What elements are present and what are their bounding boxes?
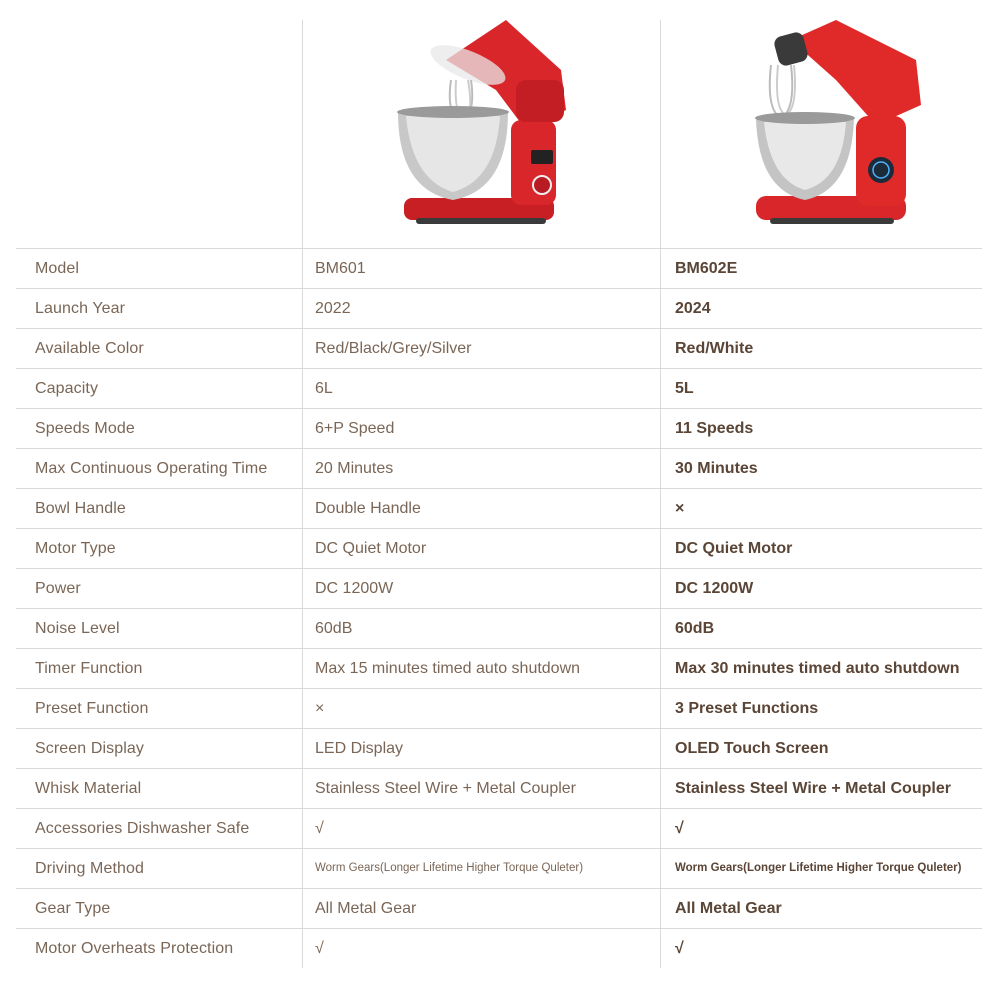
spec-value-bm601: DC Quiet Motor <box>315 540 427 557</box>
product-image-bm601 <box>376 20 576 248</box>
spec-value-bm601: √ <box>315 820 324 837</box>
spec-label: Available Color <box>35 340 144 357</box>
spec-value-bm602e: √ <box>675 820 684 837</box>
spec-value-bm602e: 60dB <box>675 620 715 637</box>
spec-label: Motor Overheats Protection <box>35 940 234 957</box>
spec-row <box>16 328 982 368</box>
spec-label: Timer Function <box>35 660 143 677</box>
spec-value-bm601: Max 15 minutes timed auto shutdown <box>315 660 581 677</box>
spec-value-bm601: √ <box>315 940 324 957</box>
spec-value-bm602e: 2024 <box>675 300 711 317</box>
spec-value-bm601: Red/Black/Grey/Silver <box>315 340 472 357</box>
spec-label: Launch Year <box>35 300 126 317</box>
spec-row <box>16 728 982 768</box>
spec-value-bm602e: DC Quiet Motor <box>675 540 793 557</box>
spec-row <box>16 528 982 568</box>
spec-value-bm601: 2022 <box>315 300 351 317</box>
spec-label: Gear Type <box>35 900 111 917</box>
product-image-row <box>16 20 982 248</box>
spec-value-bm602e: Max 30 minutes timed auto shutdown <box>675 660 960 677</box>
spec-value-bm602e: DC 1200W <box>675 580 754 597</box>
spec-value-bm602e: Red/White <box>675 340 754 357</box>
spec-row <box>16 848 982 888</box>
spec-value-bm601: 6L <box>315 380 333 397</box>
product-image-bm602e <box>736 20 936 248</box>
spec-row <box>16 408 982 448</box>
spec-value-bm602e: 11 Speeds <box>675 420 754 437</box>
spec-label: Capacity <box>35 380 99 397</box>
spec-label: Accessories Dishwasher Safe <box>35 820 250 837</box>
spec-value-bm602e: √ <box>675 940 684 957</box>
spec-row <box>16 888 982 928</box>
spec-value-bm602e: × <box>675 500 685 517</box>
spec-label: Power <box>35 580 81 597</box>
spec-row <box>16 928 982 968</box>
spec-value-bm601: LED Display <box>315 740 404 757</box>
spec-value-bm601: 6+P Speed <box>315 420 395 437</box>
spec-row <box>16 488 982 528</box>
spec-label: Max Continuous Operating Time <box>35 460 268 477</box>
spec-value-bm601: Double Handle <box>315 500 421 517</box>
spec-row <box>16 568 982 608</box>
spec-row <box>16 688 982 728</box>
spec-row <box>16 448 982 488</box>
spec-row <box>16 288 982 328</box>
spec-value-bm601: × <box>315 700 325 717</box>
spec-row <box>16 768 982 808</box>
spec-value-bm602e: Stainless Steel Wire + Metal Coupler <box>675 780 951 797</box>
spec-value-bm602e: 3 Preset Functions <box>675 700 819 717</box>
spec-label: Whisk Material <box>35 780 142 797</box>
spec-label: Speeds Mode <box>35 420 135 437</box>
spec-value-bm602e: OLED Touch Screen <box>675 740 829 757</box>
spec-label: Screen Display <box>35 740 145 757</box>
spec-row <box>16 248 982 288</box>
spec-label: Noise Level <box>35 620 120 637</box>
spec-row <box>16 608 982 648</box>
spec-label: Motor Type <box>35 540 116 557</box>
spec-value-bm602e: BM602E <box>675 260 738 277</box>
spec-value-bm601: BM601 <box>315 260 366 277</box>
spec-label: Bowl Handle <box>35 500 126 517</box>
spec-value-bm602e: All Metal Gear <box>675 900 782 917</box>
spec-value-bm602e: 5L <box>675 380 694 397</box>
spec-value-bm602e: 30 Minutes <box>675 460 758 477</box>
spec-row <box>16 368 982 408</box>
spec-value-bm601: 20 Minutes <box>315 460 394 477</box>
spec-value-bm601: All Metal Gear <box>315 900 417 917</box>
spec-table <box>16 248 982 968</box>
spec-label: Model <box>35 260 80 277</box>
spec-label: Preset Function <box>35 700 149 717</box>
spec-value-bm602e: Worm Gears(Longer Lifetime Higher Torque Quleter) <box>675 862 962 874</box>
spec-value-bm601: 60dB <box>315 620 353 637</box>
spec-value-bm601: Stainless Steel Wire + Metal Coupler <box>315 780 576 797</box>
spec-value-bm601: DC 1200W <box>315 580 394 597</box>
spec-value-bm601: Worm Gears(Longer Lifetime Higher Torque Quleter) <box>315 862 584 874</box>
spec-row <box>16 648 982 688</box>
spec-label: Driving Method <box>35 860 145 877</box>
spec-row <box>16 808 982 848</box>
